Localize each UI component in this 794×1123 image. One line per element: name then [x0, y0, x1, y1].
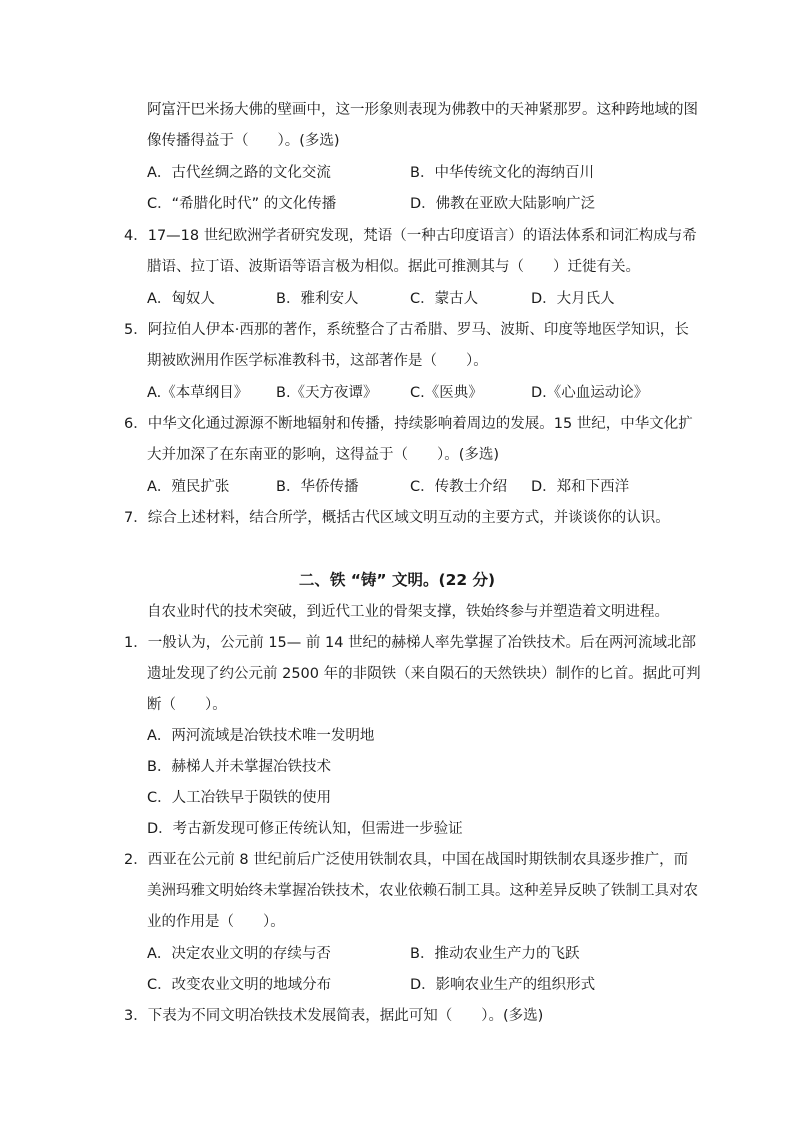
q5-option-c: C.《医典》: [410, 385, 483, 401]
q6-stem-line-2: 大并加深了在东南亚的影响，这得益于（ ）。(多选): [147, 447, 500, 463]
s2q1-option-a: A．两河流域是冶铁技术唯一发明地: [147, 728, 375, 744]
s2q1-option-d: D．考古新发现可修正传统认知，但需进一步验证: [147, 821, 463, 837]
q4-stem-line-1: 4．17—18 世纪欧洲学者研究发现，梵语（一种古印度语言）的语法体系和词汇构成与希: [124, 228, 697, 244]
section-2-title: 二、铁 “铸” 文明。(22 分): [298, 571, 496, 589]
q4-option-c: C．蒙古人: [410, 291, 479, 307]
q4-option-a: A．匈奴人: [147, 291, 215, 307]
q5-stem-line-2: 期被欧洲用作医学标准教科书，这部著作是（ ）。: [147, 353, 488, 369]
q6-stem-line-1: 6．中华文化通过源源不断地辐射和传播，持续影响着周边的发展。15 世纪，中华文化扩: [124, 416, 693, 432]
p1-cont-line-2: 像传播得益于（ ）。(多选): [147, 133, 340, 149]
q6-option-d: D．郑和下西洋: [531, 479, 630, 495]
q5-option-d: D.《心血运动论》: [531, 385, 649, 401]
q7-stem: 7．综合上述材料，结合所学，概括古代区域文明互动的主要方式，并谈谈你的认识。: [124, 510, 670, 526]
s2q1-option-b: B．赫梯人并未掌握冶铁技术: [147, 759, 331, 775]
q6-option-c: C．传教士介绍: [410, 479, 508, 495]
q5-option-a: A.《本草纲目》: [147, 385, 249, 401]
s2q2-option-c: C．改变农业文明的地域分布: [147, 977, 332, 993]
q4-stem-line-2: 腊语、拉丁语、波斯语等语言极为相似。据此可推测其与（ ）迁徙有关。: [147, 259, 640, 275]
p1-option-b: B．中华传统文化的海纳百川: [410, 165, 594, 181]
s2q1-stem-line-1: 1．一般认为，公元前 15— 前 14 世纪的赫梯人率先掌握了冶铁技术。后在两河流域北部: [124, 635, 697, 651]
s2q2-option-a: A．决定农业文明的存续与否: [147, 946, 331, 962]
s2q1-stem-line-3: 断（ ）。: [147, 697, 227, 713]
s2q2-stem-line-2: 美洲玛雅文明始终未掌握冶铁技术，农业依赖石制工具。这种差异反映了铁制工具对农: [147, 883, 698, 899]
s2q2-option-d: D．影响农业生产的组织形式: [410, 977, 596, 993]
s2q3-stem: 3．下表为不同文明冶铁技术发展简表，据此可知（ ）。(多选): [124, 1008, 544, 1024]
q4-option-d: D．大月氏人: [531, 291, 615, 307]
q4-option-b: B．雅利安人: [276, 291, 359, 307]
q6-option-a: A．殖民扩张: [147, 479, 230, 495]
s2q2-stem-line-1: 2．西亚在公元前 8 世纪前后广泛使用铁制农具，中国在战国时期铁制农具逐步推广，而: [124, 852, 689, 868]
s2q2-option-b: B．推动农业生产力的飞跃: [410, 946, 580, 962]
q5-stem-line-1: 5．阿拉伯人伊本·西那的著作，系统整合了古希腊、罗马、波斯、印度等地医学知识，长: [124, 322, 689, 338]
p1-option-c: C．“希腊化时代” 的文化传播: [147, 196, 337, 212]
s2q1-stem-line-2: 遗址发现了约公元前 2500 年的非陨铁（来自陨石的天然铁块）制作的匕首。据此可判: [147, 666, 701, 682]
section-2-intro: 自农业时代的技术突破，到近代工业的骨架支撑，铁始终参与并塑造着文明进程。: [147, 604, 669, 620]
s2q1-option-c: C．人工冶铁早于陨铁的使用: [147, 790, 332, 806]
s2q2-stem-line-3: 业的作用是（ ）。: [147, 914, 285, 930]
p1-option-d: D．佛教在亚欧大陆影响广泛: [410, 196, 596, 212]
q6-option-b: B．华侨传播: [276, 479, 359, 495]
q5-option-b: B.《天方夜谭》: [276, 385, 378, 401]
p1-option-a: A．古代丝绸之路的文化交流: [147, 165, 331, 181]
p1-cont-line-1: 阿富汗巴米扬大佛的壁画中，这一形象则表现为佛教中的天神紧那罗。这种跨地域的图: [147, 102, 698, 118]
